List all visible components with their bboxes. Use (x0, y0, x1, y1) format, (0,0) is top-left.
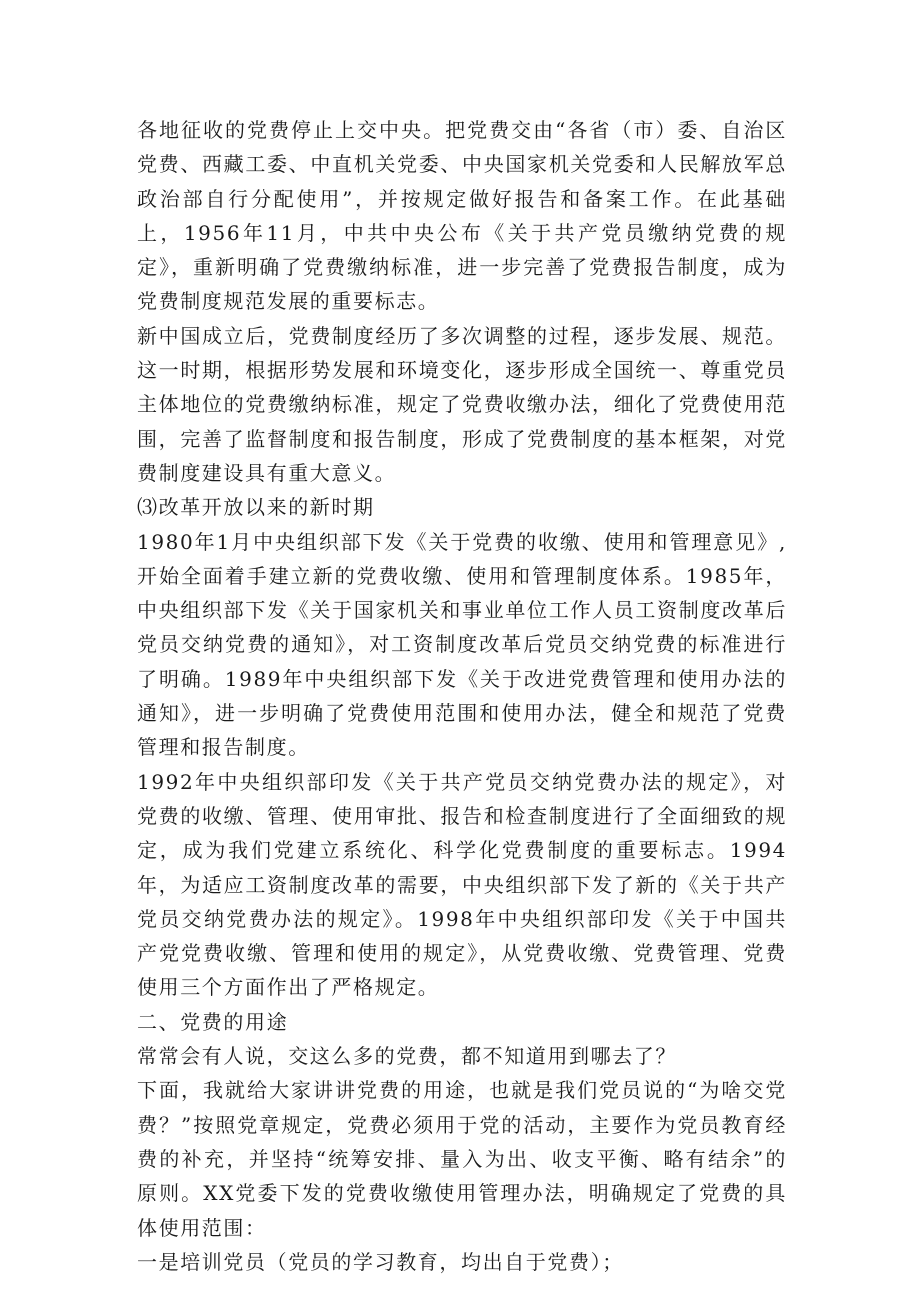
document-body (137, 113, 787, 1279)
paragraph-new-china-summary: 新中国成立后，党费制度经历了多次调整的过程，逐步发展、规范。这一时期，根据形势发展和环境变化，逐步形成全国统一、尊重党员主体地位的党费缴纳标准，规定了党费收缴办法，细化了党费使用范围，完善了监督制度和报告制度，形成了党费制度的基本框架，对党费制度建设具有重大意义。 (137, 323, 787, 485)
paragraph-common-question: 常常会有人说，交这么多的党费，都不知道用到哪去了？ (137, 1044, 677, 1069)
paragraph-usage-explanation: 下面，我就给大家讲讲党费的用途，也就是我们党员说的“为啥交党费？”按照党章规定，党费必须用于党的活动，主要作为党员教育经费的补充，并坚持“统筹安排、量入为出、收支平衡、略有结余”的原则。XX党委下发的党费收缴使用管理办法，明确规定了党费的具体使用范围： (137, 1078, 787, 1240)
section-heading-reform-era: ⑶改革开放以来的新时期 (137, 495, 375, 520)
paragraph-1980-1989: 1980年1月中央组织部下发《关于党费的收缴、使用和管理意见》,开始全面着手建立新的党费收缴、使用和管理制度体系。1985年，中央组织部下发《关于国家机关和事业单位工作人员工资制度改革后党员交纳党费的通知》，对工资制度改革后党员交纳党费的标准进行了明确。1989年中央组织部下发《关于改进党费管理和使用办法的通知》，进一步明确了党费使用范围和使用办法，健全和规范了党费管理和报告制度。 (137, 529, 787, 760)
paragraph-1992-1998: 1992年中央组织部印发《关于共产党员交纳党费办法的规定》，对党费的收缴、管理、使用审批、报告和检查制度进行了全面细致的规定，成为我们党建立系统化、科学化党费制度的重要标志。1994年，为适应工资制度改革的需要，中央组织部下发了新的《关于共产党员交纳党费办法的规定》。1998年中央组织部印发《关于中国共产党党费收缴、管理和使用的规定》，从党费收缴、党费管理、党费使用三个方面作出了严格规定。 (137, 769, 787, 1000)
paragraph-training-members: 一是培训党员（党员的学习教育，均出自于党费）； (137, 1249, 624, 1274)
paragraph-1956-regulation: 各地征收的党费停止上交中央。把党费交由“各省（市）委、自治区党费、西藏工委、中直机关党委、中央国家机关党委和人民解放军总政治部自行分配使用”，并按规定做好报告和备案工作。在此基础上，1956年11月，中共中央公布《关于共产党员缴纳党费的规定》，重新明确了党费缴纳标准，进一步完善了党费报告制度，成为党费制度规范发展的重要标志。 (137, 118, 787, 314)
section-heading-party-dues-usage: 二、党费的用途 (137, 1009, 289, 1034)
